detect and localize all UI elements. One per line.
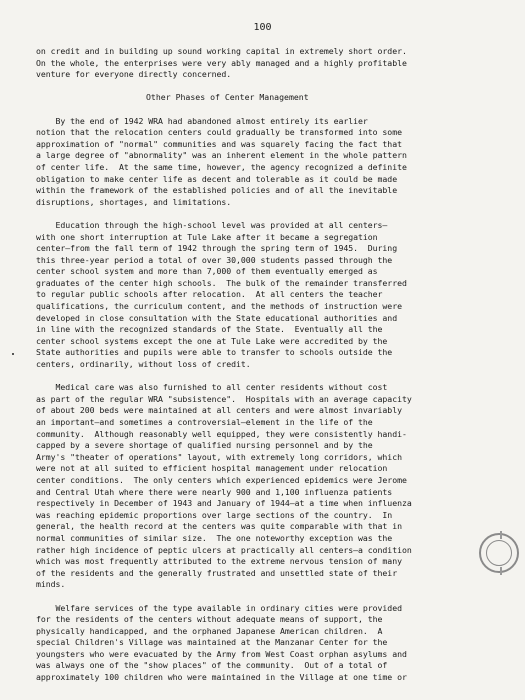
text-line: physically handicapped, and the orphaned Japanese American children. A (36, 625, 383, 636)
text-line: disruptions, shortages, and limitations. (36, 196, 232, 207)
text-line: approximately 100 children who were maintained in the Village at one time or (36, 672, 407, 683)
text-line: venture for everyone directly concerned. (36, 69, 232, 80)
text-line: community. Although reasonably well equipped, they were consistently handi- (36, 428, 407, 439)
paragraph-center-life (36, 116, 508, 209)
text-line: center conditions. The only centers which experienced epidemics were Jerome (36, 474, 407, 485)
text-line: was always one of the "show places" of the community. Out of a total of (36, 660, 388, 671)
paragraph-medical-care (36, 382, 508, 591)
text-line: a large degree of "abnormality" was an inherent element in the whole pattern (36, 150, 407, 161)
text-line: qualifications, the curriculum content, and the methods of instruction were (36, 301, 402, 312)
text-line: of about 200 beds were maintained at all centers and were almost invariably (36, 405, 402, 416)
text-line: which was most frequently attributed to the extreme nervous tension of many (36, 556, 402, 567)
text-line: obligation to make center life as decent and tolerable as it could be made (36, 173, 398, 184)
text-line: of center life. At the same time, however, the agency recognized a definite (36, 161, 407, 172)
text-line: By the end of 1942 WRA had abandoned almost entirely its earlier (36, 115, 368, 126)
text-line: centers, ordinarily, without loss of credit. (36, 359, 251, 370)
text-line: with one short interruption at Tule Lake after it became a segregation (36, 231, 378, 242)
text-line: on credit and in building up sound working capital in extremely short order. (36, 46, 407, 56)
intro-paragraph (36, 46, 508, 81)
paragraph-welfare-services (36, 603, 508, 684)
text-line: special Children's Village was maintained at the Manzanar Center for the (36, 637, 388, 648)
text-line: State authorities and pupils were able to transfer to schools outside the (36, 347, 393, 358)
text-line: normal communities of similar size. The one noteworthy exception was the (36, 532, 393, 543)
text-line: center school system and more than 7,000 of them eventually emerged as (36, 266, 378, 277)
text-line: graduates of the center high schools. The bulk of the remainder transferred (36, 277, 407, 288)
text-line: to regular public schools after relocation. At all centers the teacher (36, 289, 383, 300)
text-line: in line with the recognized standards of the State. Eventually all the (36, 324, 383, 335)
text-line: minds. (36, 579, 66, 590)
section-heading: Other Phases of Center Management (146, 92, 309, 103)
text-line: Medical care was also furnished to all center residents without cost (36, 382, 388, 393)
text-line: youngsters who were evacuated by the Army from West Coast orphan asylums and (36, 648, 407, 659)
text-line: capped by a severe shortage of qualified nursing personnel and by the (36, 440, 373, 451)
text-line: this three-year period a total of over 30,000 students passed through the (36, 254, 393, 265)
text-line: notion that the relocation centers could gradually be transformed into some (36, 127, 402, 138)
text-line: an important—and sometimes a controversial—element in the life of the (36, 417, 373, 427)
page-body (36, 46, 508, 684)
text-line: and Central Utah where there were nearly 900 and 1,100 influenza patients (36, 486, 393, 497)
text-line: Army's "theater of operations" layout, with extremely long corridors, which (36, 451, 402, 462)
text-line: developed in close consultation with the State educational authorities and (36, 312, 398, 323)
text-line: within the framework of the established policies and of all the inevitable (36, 185, 398, 196)
text-line: as part of the regular WRA "subsistence". Hospitals with an average capacity (36, 393, 412, 404)
text-line: were not at all suited to efficient hospital management under relocation (36, 463, 388, 474)
text-line: of the residents and the generally frustrated and unsettled state of their (36, 567, 398, 578)
text-line: respectively in December of 1943 and January of 1944—at a time when influenza (36, 498, 412, 509)
text-line: rather high incidence of peptic ulcers at practically all centers—a condition (36, 544, 412, 555)
text-line: for the residents of the centers without adequate means of support, the (36, 614, 383, 625)
text-line: On the whole, the enterprises were very ably managed and a highly profitable (36, 57, 407, 68)
margin-mark (12, 353, 14, 355)
text-line: Education through the high-school level was provided at all centers— (36, 219, 388, 230)
library-stamp (479, 533, 519, 573)
text-line: was reaching epidemic proportions over large sections of the country. In (36, 509, 393, 520)
text-line: Welfare services of the type available in ordinary cities were provided (36, 602, 402, 613)
text-line: center school systems except the one at Tule Lake were accredited by the (36, 335, 388, 346)
paragraph-education (36, 220, 508, 371)
text-line: center—from the fall term of 1942 through the spring term of 1945. During (36, 243, 398, 254)
text-line: general, the health record at the centers was quite comparable with that in (36, 521, 402, 532)
page-number: 100 (253, 22, 272, 33)
text-line: approximation of "normal" communities and was squarely facing the fact that (36, 138, 402, 149)
